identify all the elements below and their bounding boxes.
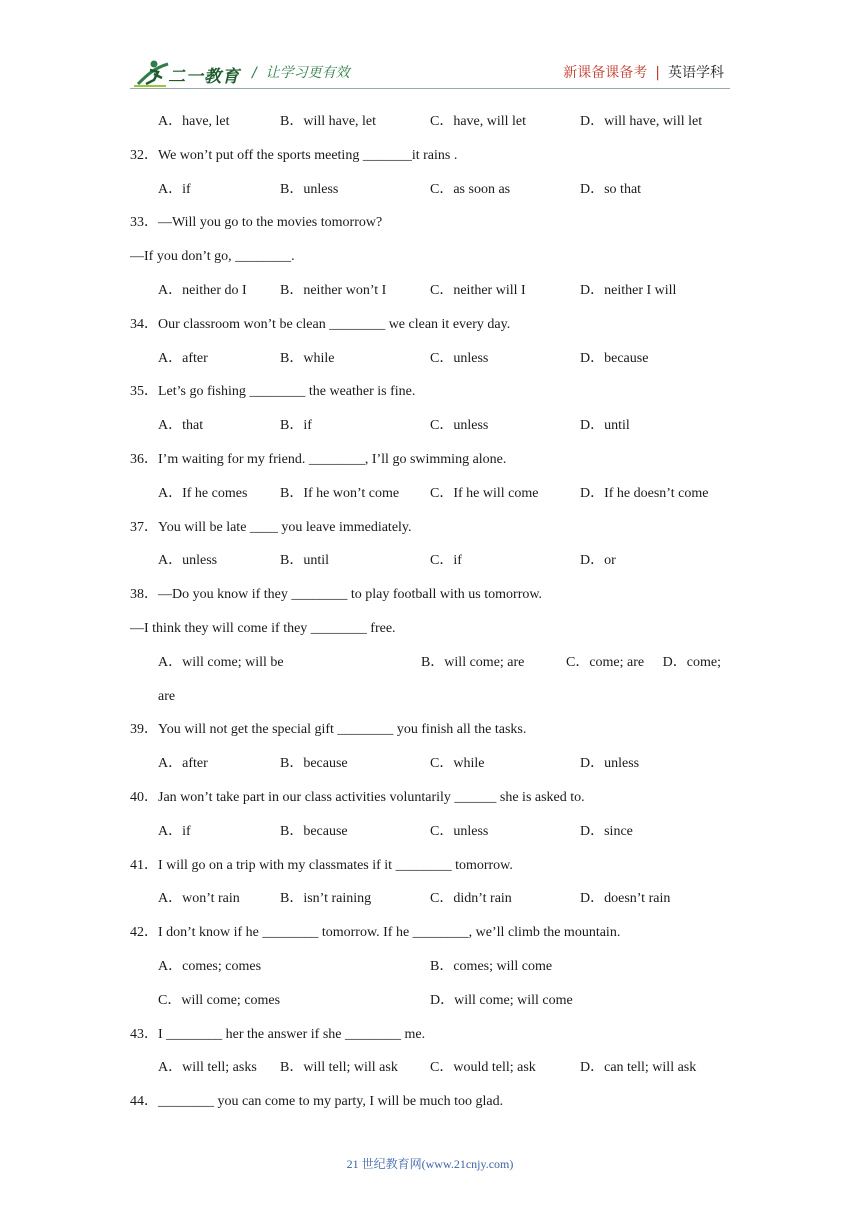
answer-option: B．while [280, 350, 335, 366]
answer-option: A．unless [158, 553, 218, 569]
header-separator: | [655, 65, 660, 81]
answer-option: D．will come; will come [430, 992, 573, 1008]
answer-option: C．will come; comes [158, 992, 281, 1008]
header-course-label: 新课备课备考 [563, 65, 648, 81]
answer-option: D．until [580, 418, 630, 434]
question-text: 40．Jan won’t take part in our class activities voluntarily ______ she is asked to. [130, 789, 585, 805]
question-text: 32．We won’t put off the sports meeting _______it rains . [130, 147, 458, 163]
option-row [130, 750, 740, 784]
answer-option: C．unless [430, 823, 489, 839]
answer-option: A．after [158, 756, 208, 772]
answer-option: B．will tell; will ask [280, 1060, 398, 1076]
brand-name: 二一教育 [168, 67, 240, 87]
answer-option: C．If he will come [430, 485, 539, 501]
answer-option: B．isn’t raining [280, 891, 372, 907]
header-divider [130, 88, 730, 89]
answer-option: C．as soon as [430, 181, 511, 197]
question-text: —If you don’t go, ________. [130, 249, 295, 265]
header-subject-label: 英语学科 [668, 65, 724, 81]
answer-option: C．while [430, 756, 485, 772]
option-row [130, 649, 740, 683]
option-row [130, 480, 740, 514]
answer-option: B．will come; are [420, 654, 525, 670]
answer-option: A．after [158, 350, 208, 366]
option-row [130, 412, 740, 446]
question-text: 35．Let’s go fishing ________ the weather is fine. [130, 384, 416, 400]
answer-option: B．will have, let [280, 114, 377, 129]
answer-option: D．If he doesn’t come [580, 485, 709, 501]
answer-option: D．will have, will let [580, 114, 703, 129]
question-text: 33．—Will you go to the movies tomorrow? [130, 215, 383, 231]
answer-option: D．since [580, 823, 633, 839]
answer-option: D．doesn’t rain [580, 891, 671, 907]
answer-option: B．If he won’t come [280, 485, 400, 501]
answer-option: C．come; are [565, 654, 645, 670]
question-text: 42．I don’t know if he ________ tomorrow. If he ________, we’ll climb the mountain. [130, 925, 621, 941]
answer-option: A．won’t rain [158, 891, 240, 907]
answer-option: B．neither won’t I [280, 282, 387, 298]
option-row [130, 1054, 740, 1088]
answer-option: D．because [580, 350, 649, 366]
answer-option: C．unless [430, 350, 489, 366]
question-text: 39．You will not get the special gift ________ you finish all the tasks. [130, 722, 527, 738]
header-right [563, 62, 724, 82]
option-row [130, 818, 740, 852]
answer-option: D．can tell; will ask [580, 1060, 697, 1076]
answer-option: A．will come; will be [158, 654, 284, 670]
answer-option: A．if [158, 181, 191, 197]
answer-option: A．will tell; asks [158, 1060, 257, 1076]
answer-option: B．comes; will come [430, 958, 553, 974]
option-row [130, 885, 740, 919]
answer-option: D．unless [580, 756, 640, 772]
slogan: / 让学习更有效 [252, 65, 350, 81]
answer-option: D．neither I will [580, 282, 677, 298]
option-continuation: are [158, 688, 176, 704]
answer-option: B．because [280, 823, 348, 839]
question-text: —I think they will come if they ________ free. [130, 620, 396, 636]
answer-option: C．neither will I [430, 282, 526, 298]
answer-option: B．because [280, 756, 348, 772]
answer-option: A．If he comes [158, 485, 248, 501]
option-row [130, 547, 740, 581]
answer-option: C．have, will let [430, 114, 527, 129]
answer-option: D．come; [662, 654, 721, 670]
answer-option: D．so that [580, 181, 642, 197]
option-row [130, 345, 740, 379]
page-footer: 21 世纪教育网(www.21cnjy.com) [346, 1157, 514, 1171]
question-text: 34．Our classroom won’t be clean ________ we clean it every day. [130, 316, 511, 332]
answer-option: A．have, let [158, 114, 230, 129]
answer-option: C．would tell; ask [430, 1060, 536, 1076]
answer-option: C．if [430, 553, 462, 569]
question-text: 44．________ you can come to my party, I will be much too glad. [130, 1094, 504, 1110]
question-text: 43．I ________ her the answer if she ________ me. [130, 1026, 426, 1042]
question-list [130, 108, 740, 1122]
option-row [130, 987, 740, 1021]
option-row [130, 953, 740, 987]
answer-option: C．didn’t rain [430, 891, 512, 907]
question-text: 36．I’m waiting for my friend. ________, I’ll go swimming alone. [130, 451, 507, 467]
answer-option: A．comes; comes [158, 958, 262, 974]
answer-option: A．if [158, 823, 191, 839]
option-row [130, 108, 740, 142]
option-row [130, 176, 740, 210]
answer-option: B．if [280, 418, 312, 434]
answer-option: B．unless [280, 181, 339, 197]
question-text: 38．—Do you know if they ________ to play football with us tomorrow. [130, 587, 543, 603]
answer-option: B．until [280, 553, 330, 569]
option-row [130, 277, 740, 311]
answer-option: C．unless [430, 418, 489, 434]
answer-option: A．that [158, 418, 204, 434]
question-text: 37．You will be late ____ you leave immediately. [130, 519, 412, 535]
page-header [0, 0, 860, 96]
answer-option: D．or [580, 553, 616, 569]
question-text: 41．I will go on a trip with my classmates if it ________ tomorrow. [130, 857, 513, 873]
answer-option: A．neither do I [158, 282, 247, 298]
